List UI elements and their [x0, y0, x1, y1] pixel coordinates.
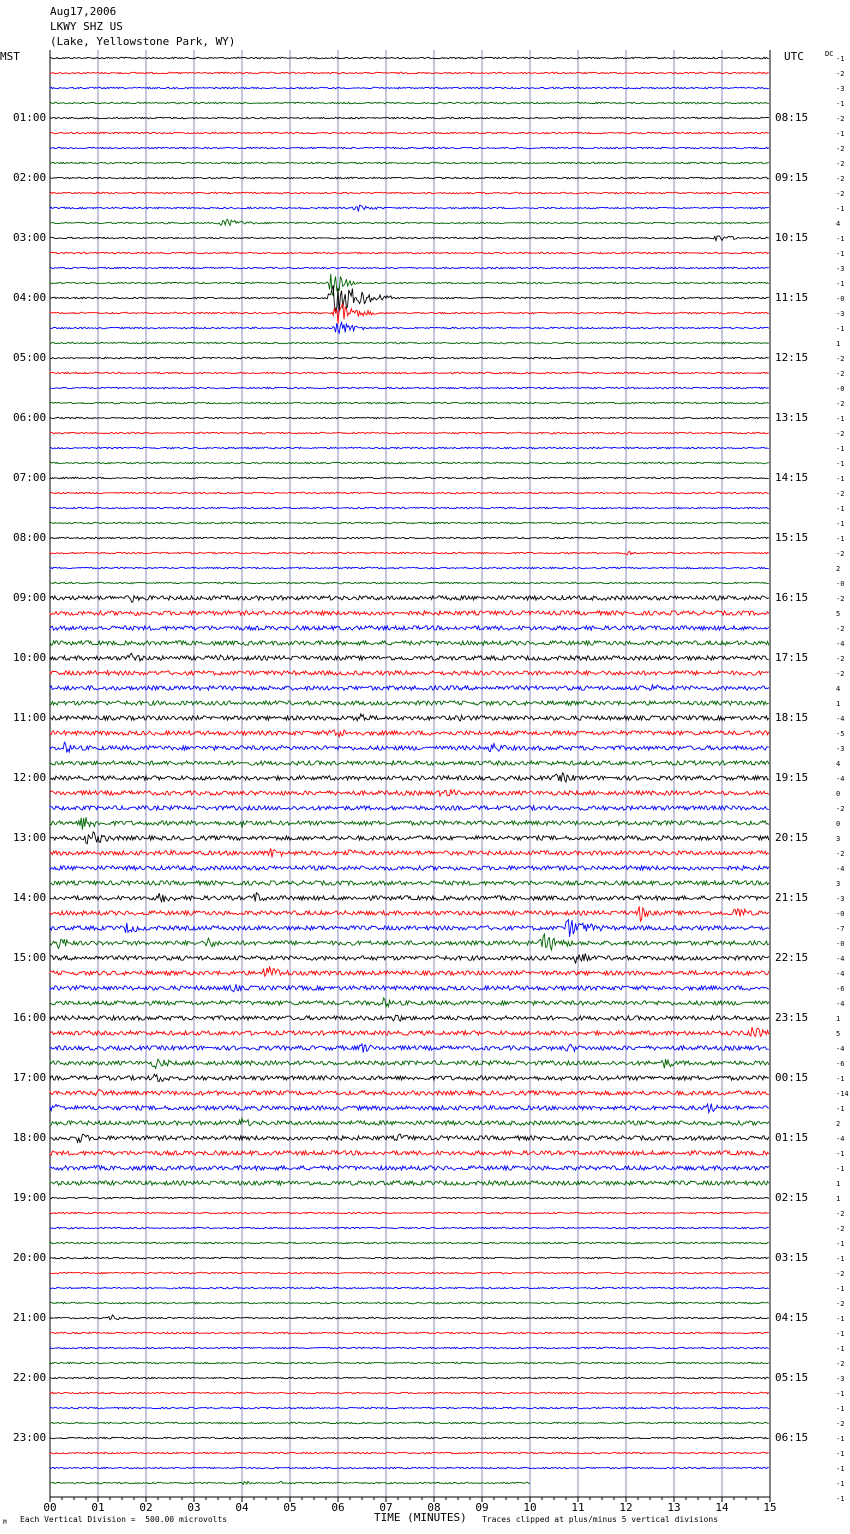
right-hour-label: 08:15	[775, 111, 809, 124]
x-axis-title: TIME (MINUTES)	[374, 1511, 467, 1524]
trace-25	[50, 432, 769, 434]
trace-36	[50, 596, 769, 603]
left-hour-label: 18:00	[13, 1131, 47, 1144]
trace-58	[50, 920, 769, 937]
dc-offset-value: -3	[836, 310, 845, 318]
left-hour-label: 13:00	[13, 831, 47, 844]
dc-offset-value: -1	[836, 205, 845, 213]
trace-16	[50, 285, 769, 312]
trace-27	[50, 462, 769, 464]
left-hour-label: 02:00	[13, 171, 47, 184]
x-tick-label: 11	[571, 1501, 585, 1514]
trace-67	[50, 1059, 769, 1068]
dc-offset-value: -0	[836, 580, 845, 588]
dc-offset-value: -1	[836, 1165, 845, 1173]
trace-53	[50, 848, 769, 857]
left-hour-label: 04:00	[13, 291, 47, 304]
dc-offset-value: -4	[836, 1045, 845, 1053]
left-hour-label: 12:00	[13, 771, 47, 784]
x-tick-label: 02	[139, 1501, 153, 1514]
trace-68	[50, 1074, 769, 1081]
dc-offset-value: -2	[836, 850, 845, 858]
x-tick-label: 00	[43, 1501, 57, 1514]
dc-offset-value: -4	[836, 865, 845, 873]
dc-offset-value: -4	[836, 775, 845, 783]
dc-offset-value: -2	[836, 1420, 845, 1428]
trace-5	[50, 132, 769, 134]
plot-grid	[50, 50, 770, 1497]
dc-offset-value: -2	[836, 400, 845, 408]
dc-offset-value: -2	[836, 655, 845, 663]
x-tick-label: 08	[427, 1501, 441, 1514]
dc-offset-value: -14	[836, 1090, 849, 1098]
trace-41	[50, 671, 769, 676]
trace-22	[50, 387, 769, 389]
dc-offset-value: 0	[836, 820, 841, 828]
trace-50	[50, 806, 769, 810]
trace-12	[50, 236, 769, 241]
dc-offset-value: -1	[836, 100, 845, 108]
right-hour-label: 19:15	[775, 771, 809, 784]
trace-44	[50, 714, 769, 721]
dc-offset-value: 1	[836, 700, 841, 708]
trace-30	[50, 507, 769, 509]
trace-13	[50, 252, 769, 254]
trace-46	[50, 742, 769, 752]
dc-offset-value: -1	[836, 1330, 845, 1338]
trace-52	[50, 832, 769, 844]
left-hour-label: 21:00	[13, 1311, 47, 1324]
trace-15	[50, 274, 769, 296]
dc-offset-value: -2	[836, 175, 845, 183]
dc-offset-value: -4	[836, 640, 845, 648]
dc-offset-header: DC	[825, 50, 834, 58]
trace-6	[50, 147, 769, 149]
trace-54	[50, 866, 769, 870]
trace-55	[50, 881, 769, 885]
dc-offset-value: -2	[836, 1300, 845, 1308]
dc-offset-value: -6	[836, 985, 845, 993]
left-hour-label: 09:00	[13, 591, 47, 604]
left-hour-label: 17:00	[13, 1071, 47, 1084]
right-hour-label: 11:15	[775, 291, 809, 304]
trace-78	[50, 1227, 769, 1229]
right-hour-label: 03:15	[775, 1251, 809, 1264]
dc-offset-value: -1	[836, 1285, 845, 1293]
trace-40	[50, 653, 769, 661]
dc-offset-value: -3	[836, 895, 845, 903]
trace-83	[50, 1302, 769, 1304]
footer-scale-note: Each Vertical Division = 500.00 microvolts	[20, 1515, 228, 1524]
dc-offset-value: -4	[836, 970, 845, 978]
dc-offset-value: -1	[836, 55, 845, 63]
dc-offset-value: -1	[836, 520, 845, 528]
right-hour-label: 18:15	[775, 711, 809, 724]
x-tick-label: 09	[475, 1501, 489, 1514]
dc-offset-value: -1	[836, 1450, 845, 1458]
dc-offset-value: 3	[836, 835, 841, 843]
right-hour-label: 15:15	[775, 531, 809, 544]
trace-8	[50, 177, 769, 179]
dc-offset-value: -0	[836, 940, 845, 948]
dc-offset-value: -2	[836, 1360, 845, 1368]
trace-56	[50, 893, 769, 902]
trace-31	[50, 522, 769, 524]
trace-2	[50, 87, 769, 89]
dc-offset-value: -0	[836, 385, 845, 393]
dc-offset-value: 1	[836, 1180, 841, 1188]
header-location: (Lake, Yellowstone Park, WY)	[50, 35, 236, 48]
left-hour-label: 14:00	[13, 891, 47, 904]
dc-offset-value: 3	[836, 880, 841, 888]
right-hour-label: 12:15	[775, 351, 809, 364]
dc-offset-value: -1	[836, 445, 845, 453]
dc-offset-value: -1	[836, 1435, 845, 1443]
dc-offset-value: 0	[836, 790, 841, 798]
trace-66	[50, 1044, 769, 1053]
trace-79	[50, 1242, 769, 1244]
left-hour-label: 22:00	[13, 1371, 47, 1384]
right-hour-label: 06:15	[775, 1431, 809, 1444]
dc-offset-value: -4	[836, 715, 845, 723]
dc-offset-value: -4	[836, 1135, 845, 1143]
trace-86	[50, 1347, 769, 1349]
trace-73	[50, 1151, 769, 1155]
trace-42	[50, 685, 769, 691]
dc-offset-value: -0	[836, 295, 845, 303]
trace-75	[50, 1181, 769, 1185]
trace-29	[50, 492, 769, 494]
dc-offset-value: -2	[836, 190, 845, 198]
trace-91	[50, 1422, 769, 1424]
dc-offset-value: 5	[836, 1030, 841, 1038]
dc-offset-value: 4	[836, 760, 841, 768]
dc-offset-value: -1	[836, 1240, 845, 1248]
right-hour-label: 09:15	[775, 171, 809, 184]
dc-offset-value: -4	[836, 955, 845, 963]
trace-59	[50, 934, 769, 950]
dc-offset-value: 4	[836, 685, 841, 693]
trace-64	[50, 1015, 769, 1021]
dc-offset-value: -2	[836, 670, 845, 678]
x-tick-label: 12	[619, 1501, 633, 1514]
right-hour-label: 13:15	[775, 411, 809, 424]
trace-0	[50, 57, 769, 59]
right-hour-label: 05:15	[775, 1371, 809, 1384]
trace-92	[50, 1437, 769, 1439]
dc-offset-value: -1	[836, 325, 845, 333]
header-date: Aug17,2006	[50, 5, 117, 18]
dc-offset-value: 1	[836, 340, 841, 348]
trace-14	[50, 267, 769, 269]
dc-offset-value: -2	[836, 70, 845, 78]
right-hour-label: 10:15	[775, 231, 809, 244]
trace-76	[50, 1197, 769, 1199]
trace-18	[50, 322, 769, 333]
trace-72	[50, 1134, 769, 1142]
right-timezone-label: UTC	[784, 50, 804, 63]
dc-offset-value: -1	[836, 1480, 845, 1488]
x-tick-label: 14	[715, 1501, 729, 1514]
dc-offset-value: -1	[836, 235, 845, 243]
trace-90	[50, 1407, 769, 1409]
right-hour-label: 00:15	[775, 1071, 809, 1084]
left-hour-label: 10:00	[13, 651, 47, 664]
dc-offset-value: -2	[836, 370, 845, 378]
x-tick-label: 05	[283, 1501, 297, 1514]
trace-84	[50, 1315, 769, 1320]
dc-offset-value: -1	[836, 475, 845, 483]
dc-offset-value: -1	[836, 250, 845, 258]
dc-offset-value: -1	[836, 1390, 845, 1398]
trace-80	[50, 1257, 769, 1259]
dc-offset-value: -1	[836, 1315, 845, 1323]
trace-3	[50, 102, 769, 104]
dc-offset-value: -2	[836, 160, 845, 168]
trace-65	[50, 1027, 769, 1036]
left-hour-label: 03:00	[13, 231, 47, 244]
trace-26	[50, 447, 769, 449]
trace-57	[50, 906, 769, 921]
dc-offset-value: -1	[836, 415, 845, 423]
right-hour-label: 02:15	[775, 1191, 809, 1204]
left-hour-label: 08:00	[13, 531, 47, 544]
trace-88	[50, 1377, 769, 1379]
trace-11	[50, 219, 769, 225]
trace-1	[50, 72, 769, 74]
dc-offset-value: -2	[836, 805, 845, 813]
x-tick-label: 03	[187, 1501, 201, 1514]
trace-43	[50, 701, 769, 705]
dc-offset-value: -6	[836, 1060, 845, 1068]
trace-37	[50, 611, 769, 616]
dc-offset-value: 2	[836, 1120, 841, 1128]
dc-offset-value: -1	[836, 535, 845, 543]
dc-offset-value: -1	[836, 1405, 845, 1413]
trace-71	[50, 1118, 769, 1125]
dc-offset-value: -1	[836, 1150, 845, 1158]
trace-74	[50, 1166, 769, 1170]
x-tick-label: 01	[91, 1501, 105, 1514]
left-hour-label: 19:00	[13, 1191, 47, 1204]
dc-offset-value: -3	[836, 745, 845, 753]
dc-offset-value: -1	[836, 1495, 845, 1503]
trace-69	[50, 1089, 769, 1095]
dc-offset-value: 2	[836, 565, 841, 573]
dc-offset-value: -1	[836, 505, 845, 513]
trace-17	[50, 303, 769, 323]
dc-offset-value: -1	[836, 1465, 845, 1473]
left-hour-label: 15:00	[13, 951, 47, 964]
dc-offset-value: -0	[836, 910, 845, 918]
right-hour-label: 14:15	[775, 471, 809, 484]
dc-offset-value: -1	[836, 280, 845, 288]
dc-offset-value: -2	[836, 550, 845, 558]
dc-offset-value: -2	[836, 625, 845, 633]
dc-offset-value: -3	[836, 85, 845, 93]
x-tick-label: 06	[331, 1501, 345, 1514]
trace-19	[50, 342, 769, 344]
trace-45	[50, 730, 769, 737]
footer-clip-note: Traces clipped at plus/minus 5 vertical divisions	[482, 1515, 719, 1524]
trace-23	[50, 402, 769, 404]
trace-51	[50, 817, 769, 830]
right-hour-label: 22:15	[775, 951, 809, 964]
left-timezone-label: MST	[0, 50, 20, 63]
trace-47	[50, 761, 769, 765]
trace-28	[50, 477, 769, 479]
trace-4	[50, 117, 769, 119]
header-station: LKWY SHZ US	[50, 20, 123, 33]
right-hour-label: 01:15	[775, 1131, 809, 1144]
right-hour-label: 04:15	[775, 1311, 809, 1324]
dc-offset-value: -1	[836, 130, 845, 138]
x-tick-label: 15	[763, 1501, 777, 1514]
footer-mark: M	[3, 1519, 7, 1526]
dc-offset-value: -4	[836, 1000, 845, 1008]
trace-9	[50, 192, 769, 194]
trace-33	[50, 551, 769, 555]
x-tick-label: 10	[523, 1501, 537, 1514]
trace-61	[50, 967, 769, 977]
dc-offset-value: -2	[836, 355, 845, 363]
dc-offset-value: 5	[836, 610, 841, 618]
dc-offset-value: -1	[836, 1345, 845, 1353]
trace-77	[50, 1212, 769, 1214]
trace-62	[50, 984, 769, 991]
dc-offset-value: -2	[836, 1210, 845, 1218]
trace-24	[50, 417, 769, 419]
dc-offset-value: -1	[836, 1255, 845, 1263]
right-hour-label: 21:15	[775, 891, 809, 904]
trace-81	[50, 1272, 769, 1274]
left-hour-label: 20:00	[13, 1251, 47, 1264]
trace-63	[50, 998, 769, 1007]
trace-21	[50, 372, 769, 374]
right-hour-label: 17:15	[775, 651, 809, 664]
dc-offset-value: -3	[836, 1375, 845, 1383]
dc-offset-value: -2	[836, 595, 845, 603]
dc-offset-value: 1	[836, 1015, 841, 1023]
trace-85	[50, 1332, 769, 1334]
dc-offset-value: -2	[836, 490, 845, 498]
trace-group	[50, 57, 769, 1484]
trace-38	[50, 626, 769, 630]
trace-35	[50, 582, 769, 584]
trace-93	[50, 1452, 769, 1454]
trace-10	[50, 205, 769, 211]
trace-20	[50, 357, 769, 359]
dc-offset-value: 1	[836, 1195, 841, 1203]
trace-82	[50, 1287, 769, 1289]
trace-94	[50, 1467, 769, 1469]
dc-offset-value: -2	[836, 115, 845, 123]
dc-offset-value: -3	[836, 265, 845, 273]
left-hour-label: 06:00	[13, 411, 47, 424]
x-tick-label: 07	[379, 1501, 393, 1514]
trace-34	[50, 567, 769, 569]
dc-offset-value: -2	[836, 430, 845, 438]
dc-offset-value: -1	[836, 460, 845, 468]
left-hour-label: 23:00	[13, 1431, 47, 1444]
dc-offset-value: -1	[836, 1075, 845, 1083]
dc-offset-value: -2	[836, 1225, 845, 1233]
left-hour-label: 11:00	[13, 711, 47, 724]
trace-87	[50, 1362, 769, 1364]
dc-offset-value: -2	[836, 1270, 845, 1278]
trace-48	[50, 773, 769, 782]
dc-offset-value: 4	[836, 220, 841, 228]
x-tick-label: 04	[235, 1501, 249, 1514]
dc-offset-value: -2	[836, 145, 845, 153]
dc-offset-value: -5	[836, 730, 845, 738]
trace-70	[50, 1104, 769, 1113]
dc-offset-value: -1	[836, 1105, 845, 1113]
right-hour-label: 23:15	[775, 1011, 809, 1024]
left-hour-label: 07:00	[13, 471, 47, 484]
left-hour-label: 01:00	[13, 111, 47, 124]
trace-7	[50, 162, 769, 164]
trace-89	[50, 1392, 769, 1394]
right-hour-label: 16:15	[775, 591, 809, 604]
right-hour-label: 20:15	[775, 831, 809, 844]
trace-49	[50, 789, 769, 796]
left-hour-label: 16:00	[13, 1011, 47, 1024]
trace-39	[50, 641, 769, 645]
left-hour-label: 05:00	[13, 351, 47, 364]
x-tick-label: 13	[667, 1501, 681, 1514]
dc-offset-value: -7	[836, 925, 845, 933]
trace-32	[50, 537, 769, 539]
trace-60	[50, 954, 769, 964]
